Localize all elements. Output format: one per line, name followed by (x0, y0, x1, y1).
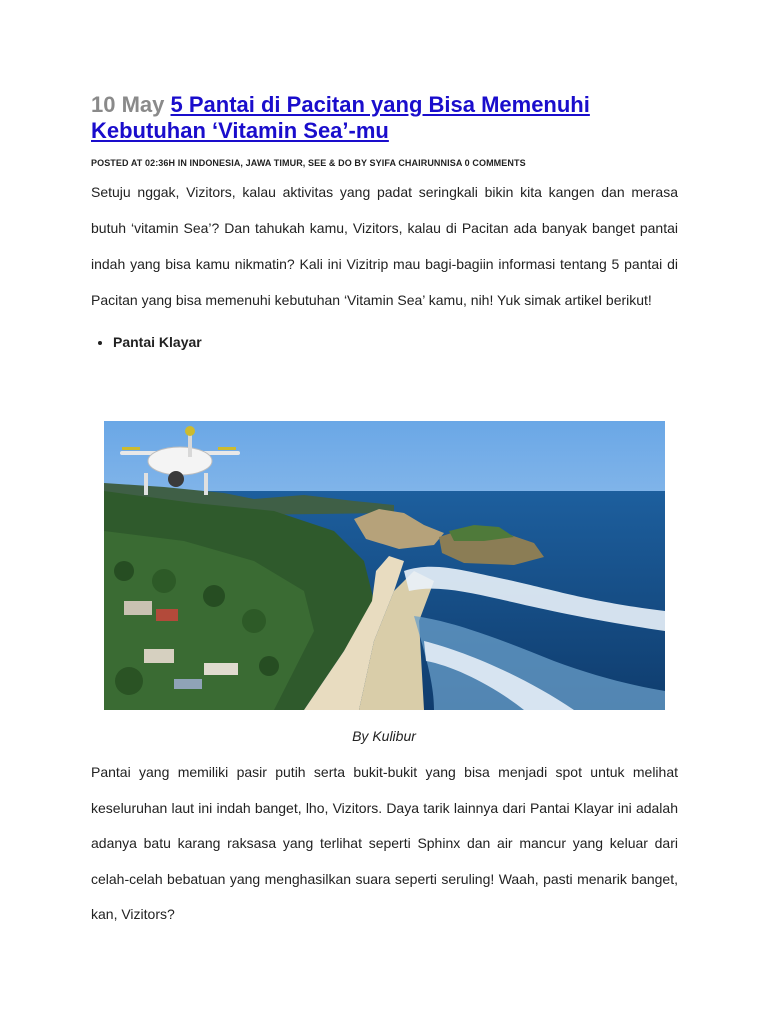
photo-caption: By Kulibur (352, 728, 416, 744)
beach-photo (104, 421, 665, 710)
post-title-heading (91, 92, 678, 144)
post-date: 10 May (91, 92, 165, 117)
intro-paragraph: Setuju nggak, Vizitors, kalau aktivitas yang padat seringkali bikin kita kangen dan merasa butuh ‘vitamin Sea’? Dan tahukah kamu, Vizitors, kalau di Pacitan ada banyak banget pantai indah yang bisa kamu nikmatin? Kali ini Vizitrip mau bagi-bagiin informasi tentang 5 pantai di Pacitan yang bisa memenuhi kebutuhan ‘Vitamin Sea’ kamu, nih! Yuk simak artikel berikut! (91, 184, 678, 308)
post-title-link[interactable]: 5 Pantai di Pacitan yang Bisa Memenuhi Kebutuhan ‘Vitamin Sea’-mu (91, 92, 590, 143)
beach-image (104, 421, 665, 710)
list-item: • Pantai Klayar (113, 332, 678, 352)
article (91, 92, 678, 352)
post-meta: POSTED AT 02:36H IN INDONESIA, JAWA TIMUR, SEE & DO BY SYIFA CHAIRUNNISA 0 COMMENTS (91, 158, 526, 168)
klayar-paragraph: Pantai yang memiliki pasir putih serta bukit-bukit yang bisa menjadi spot untuk melihat keseluruhan laut ini indah banget, lho, Vizitors. Daya tarik lainnya dari Pantai Klayar ini adalah adanya batu karang raksasa yang terlihat seperti Sphinx dan air mancur yang keluar dari celah-celah bebatuan yang menghasilkan suara seperti seruling! Waah, pasti menarik banget, kan, Vizitors? (91, 764, 678, 922)
beach-list (91, 332, 678, 352)
